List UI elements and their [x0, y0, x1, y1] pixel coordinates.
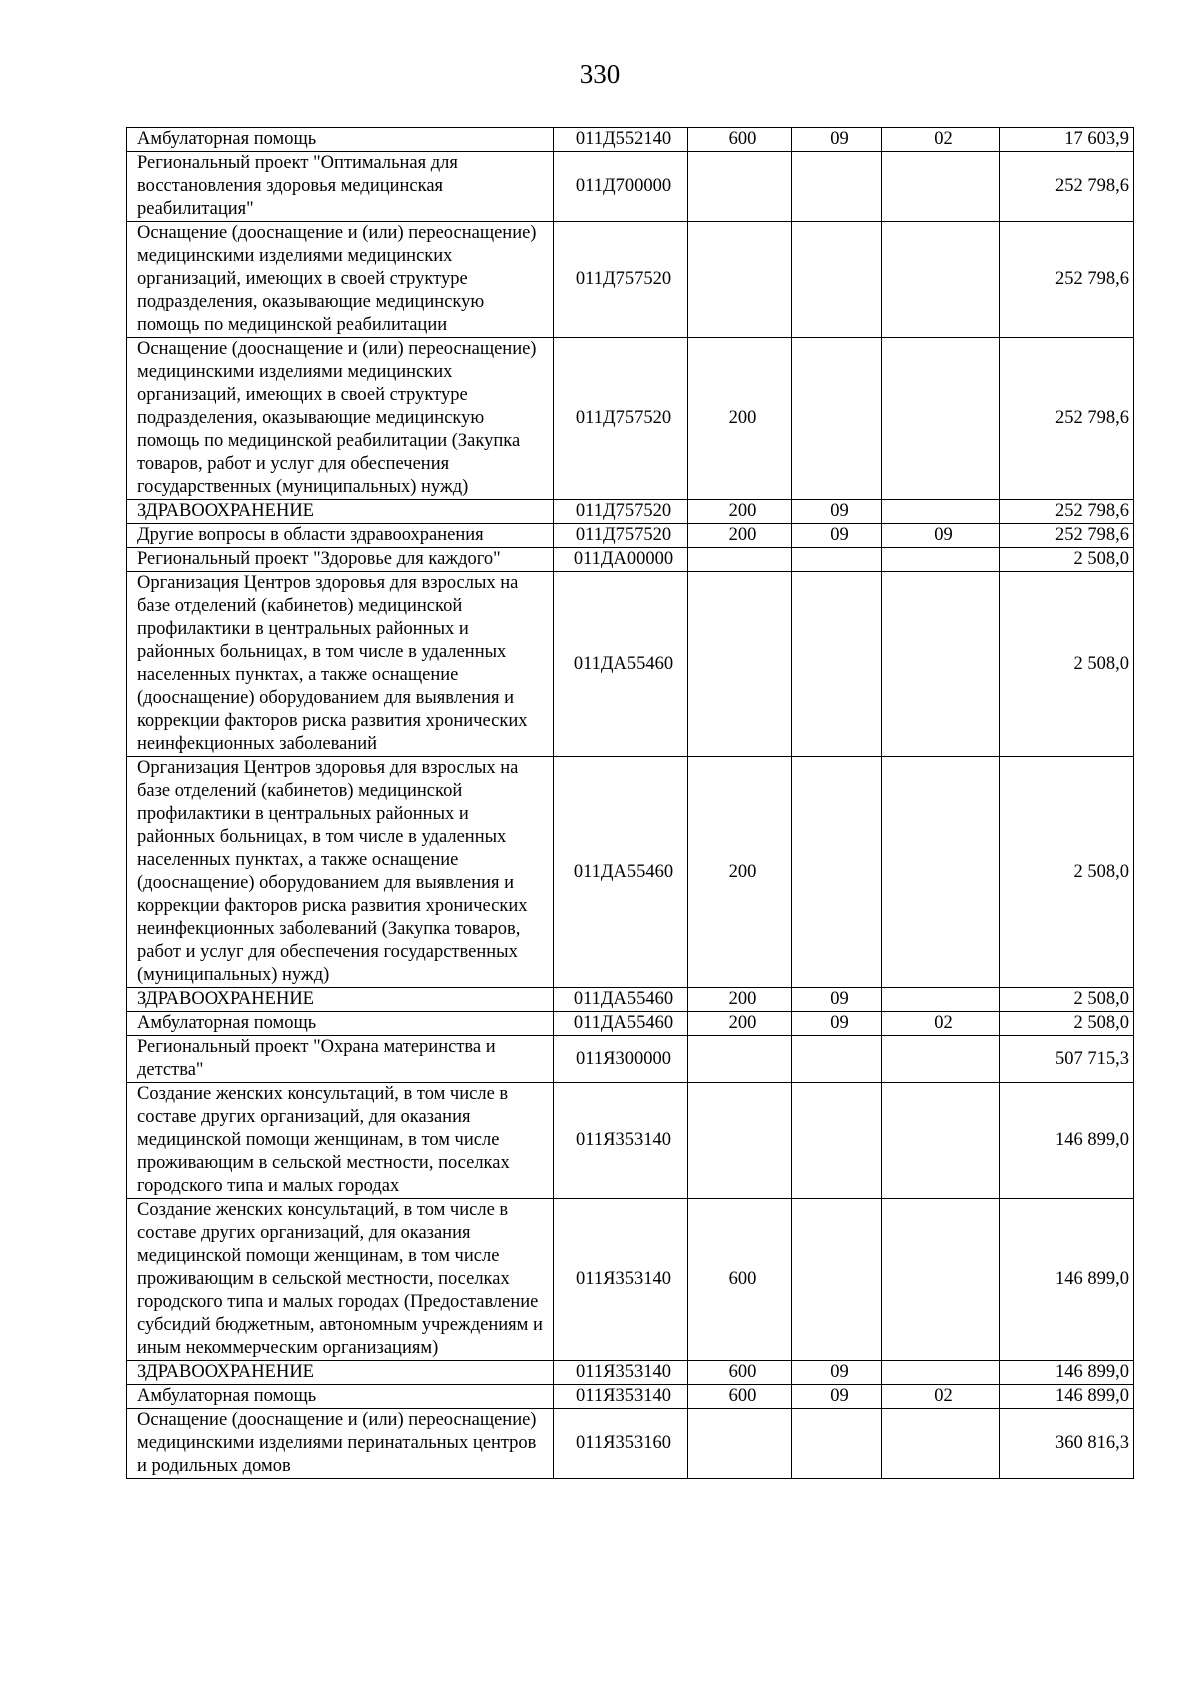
row-amount-cell: 252 798,6: [1000, 338, 1134, 500]
row-amount-cell: 2 508,0: [1000, 1012, 1134, 1036]
row-expense-type-cell: 600: [688, 128, 792, 152]
row-amount-cell: 2 508,0: [1000, 757, 1134, 988]
row-amount-cell: 252 798,6: [1000, 524, 1134, 548]
table-row: [127, 500, 1134, 524]
row-name-cell: ЗДРАВООХРАНЕНИЕ: [127, 988, 554, 1012]
row-subsection-cell: 02: [882, 1012, 1000, 1036]
row-subsection-cell: [882, 152, 1000, 222]
row-name-cell: Региональный проект "Оптимальная для восстановления здоровья медицинская реабилитация": [127, 152, 554, 222]
row-section-cell: 09: [792, 128, 882, 152]
row-target-code-cell: 011Д757520: [554, 338, 688, 500]
row-expense-type-cell: [688, 1083, 792, 1199]
row-expense-type-cell: 200: [688, 500, 792, 524]
row-target-code-cell: 011Я353140: [554, 1385, 688, 1409]
row-amount-cell: 146 899,0: [1000, 1385, 1134, 1409]
row-section-cell: [792, 1083, 882, 1199]
table-row: [127, 152, 1134, 222]
row-target-code-cell: 011ДА55460: [554, 1012, 688, 1036]
row-name-cell: Оснащение (дооснащение и (или) переоснащение) медицинскими изделиями медицинских организаций, имеющих в своей структуре подразделения, оказывающие медицинскую помощь по медицинской реабилитации (Закупка товаров, работ и услуг для обеспечения государственных (муниципальных) нужд): [127, 338, 554, 500]
table-row: [127, 128, 1134, 152]
row-section-cell: 09: [792, 1012, 882, 1036]
row-name-cell: Амбулаторная помощь: [127, 1385, 554, 1409]
row-name-cell: Создание женских консультаций, в том числе в составе других организаций, для оказания медицинской помощи женщинам, в том числе проживающим в сельской местности, поселках городского типа и малых городах (Предоставление субсидий бюджетным, автономным учреждениям и иным некоммерческим организациям): [127, 1199, 554, 1361]
table-row: [127, 757, 1134, 988]
row-amount-cell: 146 899,0: [1000, 1083, 1134, 1199]
row-amount-cell: 2 508,0: [1000, 548, 1134, 572]
row-expense-type-cell: [688, 222, 792, 338]
row-subsection-cell: [882, 1199, 1000, 1361]
row-amount-cell: 360 816,3: [1000, 1409, 1134, 1479]
row-target-code-cell: 011Я353160: [554, 1409, 688, 1479]
row-expense-type-cell: [688, 152, 792, 222]
row-name-cell: Региональный проект "Охрана материнства и детства": [127, 1036, 554, 1083]
row-name-cell: ЗДРАВООХРАНЕНИЕ: [127, 500, 554, 524]
row-target-code-cell: 011ДА55460: [554, 988, 688, 1012]
row-name-cell: Организация Центров здоровья для взрослых на базе отделений (кабинетов) медицинской профилактики в центральных районных и районных больницах, в том числе в удаленных населенных пунктах, а также оснащение (дооснащение) оборудованием для выявления и коррекции факторов риска развития хронических неинфекционных заболеваний (Закупка товаров, работ и услуг для обеспечения государственных (муниципальных) нужд): [127, 757, 554, 988]
row-subsection-cell: [882, 757, 1000, 988]
table-row: [127, 338, 1134, 500]
row-subsection-cell: [882, 988, 1000, 1012]
table-row: [127, 1361, 1134, 1385]
row-section-cell: 09: [792, 1361, 882, 1385]
row-expense-type-cell: [688, 1036, 792, 1083]
table-row: [127, 548, 1134, 572]
row-section-cell: [792, 572, 882, 757]
row-name-cell: Оснащение (дооснащение и (или) переоснащение) медицинскими изделиями медицинских организаций, имеющих в своей структуре подразделения, оказывающие медицинскую помощь по медицинской реабилитации: [127, 222, 554, 338]
row-subsection-cell: [882, 1083, 1000, 1199]
row-subsection-cell: [882, 1409, 1000, 1479]
row-amount-cell: 507 715,3: [1000, 1036, 1134, 1083]
row-target-code-cell: 011ДА00000: [554, 548, 688, 572]
row-section-cell: [792, 1199, 882, 1361]
row-name-cell: Амбулаторная помощь: [127, 1012, 554, 1036]
row-name-cell: Оснащение (дооснащение и (или) переоснащение) медицинскими изделиями перинатальных центров и родильных домов: [127, 1409, 554, 1479]
row-amount-cell: 146 899,0: [1000, 1199, 1134, 1361]
row-section-cell: [792, 152, 882, 222]
row-expense-type-cell: 600: [688, 1199, 792, 1361]
row-section-cell: 09: [792, 524, 882, 548]
row-section-cell: [792, 1409, 882, 1479]
row-expense-type-cell: 200: [688, 757, 792, 988]
row-section-cell: 09: [792, 1385, 882, 1409]
row-target-code-cell: 011ДА55460: [554, 572, 688, 757]
row-amount-cell: 252 798,6: [1000, 222, 1134, 338]
row-target-code-cell: 011Д757520: [554, 500, 688, 524]
table-row: [127, 524, 1134, 548]
table-row: [127, 1036, 1134, 1083]
page-number: 330: [579, 59, 621, 89]
row-expense-type-cell: 200: [688, 338, 792, 500]
row-target-code-cell: 011Д757520: [554, 222, 688, 338]
row-subsection-cell: [882, 338, 1000, 500]
row-section-cell: [792, 548, 882, 572]
row-section-cell: [792, 757, 882, 988]
row-section-cell: 09: [792, 988, 882, 1012]
row-amount-cell: 252 798,6: [1000, 500, 1134, 524]
row-subsection-cell: [882, 572, 1000, 757]
row-subsection-cell: 09: [882, 524, 1000, 548]
row-target-code-cell: 011Я353140: [554, 1199, 688, 1361]
row-subsection-cell: [882, 500, 1000, 524]
row-amount-cell: 252 798,6: [1000, 152, 1134, 222]
row-target-code-cell: 011ДА55460: [554, 757, 688, 988]
table-row: [127, 1083, 1134, 1199]
row-name-cell: Амбулаторная помощь: [127, 128, 554, 152]
table-row: [127, 1199, 1134, 1361]
row-expense-type-cell: [688, 548, 792, 572]
row-target-code-cell: 011Я353140: [554, 1083, 688, 1199]
budget-table: [126, 127, 1134, 1479]
row-name-cell: Организация Центров здоровья для взрослых на базе отделений (кабинетов) медицинской профилактики в центральных районных и районных больницах, в том числе в удаленных населенных пунктах, а также оснащение (дооснащение) оборудованием для выявления и коррекции факторов риска развития хронических неинфекционных заболеваний: [127, 572, 554, 757]
row-expense-type-cell: [688, 1409, 792, 1479]
row-amount-cell: 146 899,0: [1000, 1361, 1134, 1385]
row-amount-cell: 17 603,9: [1000, 128, 1134, 152]
row-name-cell: Создание женских консультаций, в том числе в составе других организаций, для оказания медицинской помощи женщинам, в том числе проживающим в сельской местности, поселках городского типа и малых городах: [127, 1083, 554, 1199]
row-subsection-cell: [882, 548, 1000, 572]
row-subsection-cell: [882, 222, 1000, 338]
row-expense-type-cell: 200: [688, 1012, 792, 1036]
row-target-code-cell: 011Д552140: [554, 128, 688, 152]
row-expense-type-cell: 600: [688, 1385, 792, 1409]
row-section-cell: [792, 1036, 882, 1083]
row-name-cell: Другие вопросы в области здравоохранения: [127, 524, 554, 548]
table-row: [127, 1409, 1134, 1479]
budget-table-body: [127, 128, 1134, 1479]
row-name-cell: Региональный проект "Здоровье для каждого": [127, 548, 554, 572]
table-row: [127, 222, 1134, 338]
row-expense-type-cell: 600: [688, 1361, 792, 1385]
row-expense-type-cell: [688, 572, 792, 757]
table-row: [127, 572, 1134, 757]
table-row: [127, 1385, 1134, 1409]
row-subsection-cell: [882, 1036, 1000, 1083]
row-subsection-cell: [882, 1361, 1000, 1385]
row-subsection-cell: 02: [882, 1385, 1000, 1409]
row-section-cell: [792, 338, 882, 500]
table-row: [127, 1012, 1134, 1036]
row-target-code-cell: 011Д757520: [554, 524, 688, 548]
row-subsection-cell: 02: [882, 128, 1000, 152]
row-name-cell: ЗДРАВООХРАНЕНИЕ: [127, 1361, 554, 1385]
row-expense-type-cell: 200: [688, 524, 792, 548]
row-target-code-cell: 011Я353140: [554, 1361, 688, 1385]
row-amount-cell: 2 508,0: [1000, 988, 1134, 1012]
row-target-code-cell: 011Д700000: [554, 152, 688, 222]
row-expense-type-cell: 200: [688, 988, 792, 1012]
row-target-code-cell: 011Я300000: [554, 1036, 688, 1083]
row-amount-cell: 2 508,0: [1000, 572, 1134, 757]
row-section-cell: 09: [792, 500, 882, 524]
row-section-cell: [792, 222, 882, 338]
table-row: [127, 988, 1134, 1012]
